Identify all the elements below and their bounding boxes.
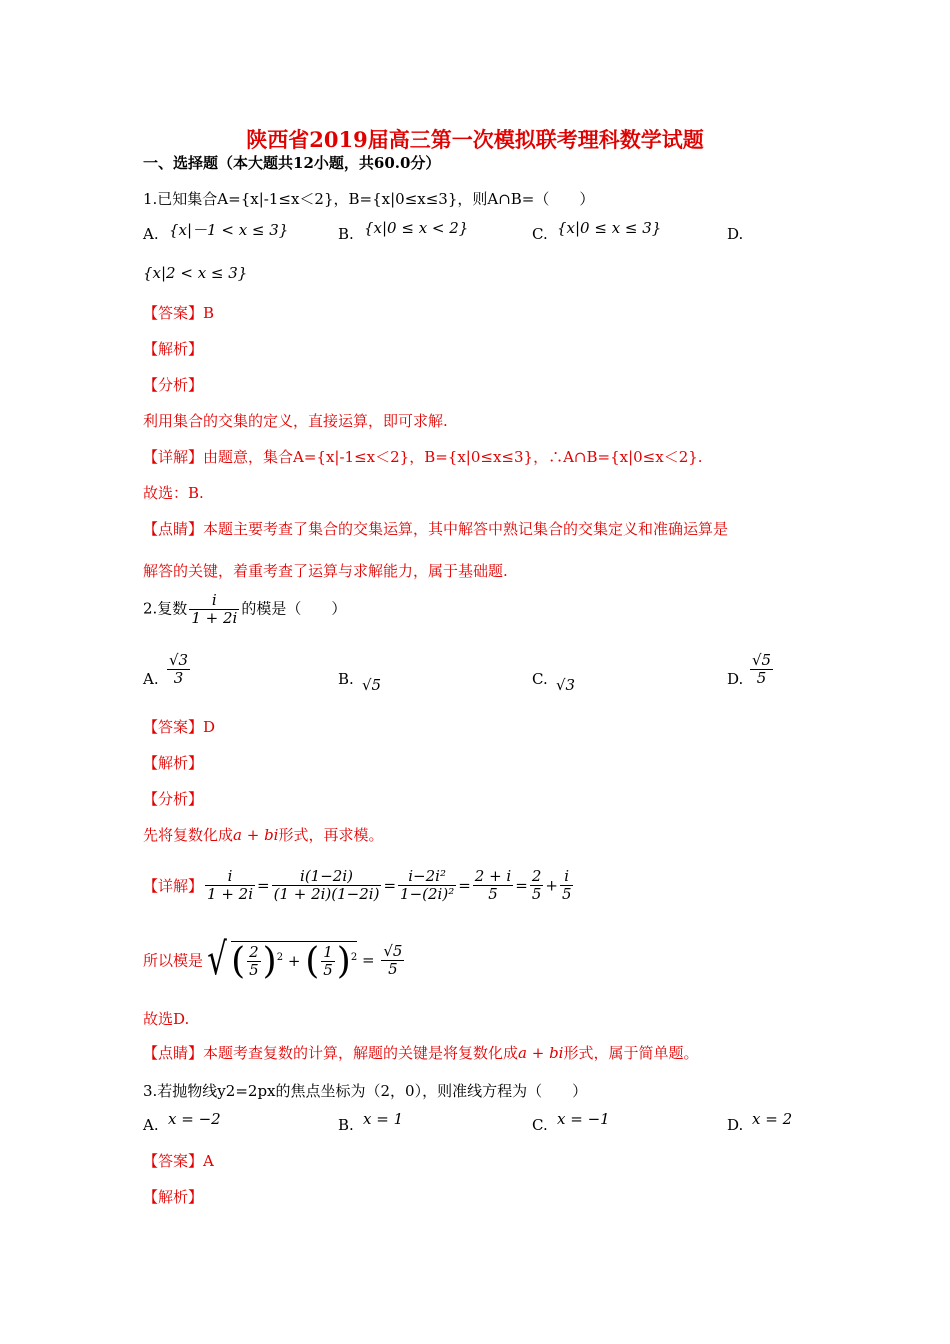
- q1-analysis-tag: 【解析】: [143, 340, 204, 358]
- q2-fenxi-math: a + bi: [233, 826, 279, 844]
- q2-detail: 【详解】 $\frac{i}{1 + 2i}$ = $\frac{i(1-2i)}{(1 + 2i)(1-2i)}$ = $\frac{\text{i−2i²}}{\text{1−(2i)²}}$ = $\frac{2 + i}{5}$ = $\frac{2}{5}$ + $\frac{i}{5}$: [143, 867, 572, 903]
- q2-option-a-den: 3: [173, 669, 184, 687]
- q1-option-d: {x|2 < x ≤ 3}: [143, 264, 248, 282]
- page-title: 陕西省2019届高三第一次模拟联考理科数学试题: [246, 127, 704, 152]
- q2-modulus-frac-b-den: 5: [323, 961, 333, 979]
- q2-option-d: [748, 652, 775, 687]
- q2-comment-post: 形式，属于简单题。: [563, 1044, 699, 1062]
- q1-option-b-label: B.: [338, 225, 354, 243]
- q2-modulus-frac-a-num: 2: [249, 943, 259, 961]
- q2-option-a-fraction: [167, 652, 190, 687]
- q2-modulus-frac-b: [321, 944, 335, 979]
- q1-option-b: {x|0 ≤ x < 2}: [364, 219, 469, 237]
- q2-detail-frac-6-den: 5: [561, 885, 572, 903]
- q2-modulus-result-num: √5: [383, 941, 403, 960]
- sqrt-icon: √: [207, 934, 227, 985]
- q1-option-a-label: A.: [143, 225, 159, 243]
- q2-modulus-pre: 所以模是: [143, 951, 204, 970]
- q1-stem: 1.已知集合A={x|-1≤x＜2}，B={x|0≤x≤3}，则A∩B=（ ）: [143, 190, 595, 208]
- q2-detail-frac-2-den: (1 + 2i)(1−2i): [273, 885, 380, 903]
- q2-detail-frac-5: [530, 868, 544, 903]
- q2-choice: 故选D.: [143, 1010, 190, 1028]
- q2-option-a: [165, 652, 192, 687]
- q2-stem-num: i: [189, 592, 239, 610]
- q1-comment-line1: 【点睛】本题主要考查了集合的交集运算，其中解答中熟记集合的交集定义和准确运算是: [143, 520, 729, 538]
- q2-modulus-frac-a: [247, 944, 261, 979]
- q2-fenxi-tag: 【分析】: [143, 790, 204, 808]
- q2-stem-post: 的模是（ ）: [241, 599, 347, 618]
- q3-option-a: x = −2: [168, 1110, 221, 1128]
- q2-detail-frac-3-num: i−2i²: [398, 868, 456, 886]
- q3-stem: 3.若抛物线y2=2px的焦点坐标为（2，0），则准线方程为（ ）: [143, 1082, 588, 1100]
- q1-choice: 故选：B.: [143, 484, 204, 502]
- q3-option-d-label: D.: [727, 1116, 744, 1134]
- q3-option-b: x = 1: [363, 1110, 404, 1128]
- q3-analysis-tag: 【解析】: [143, 1188, 204, 1206]
- q1-option-a: {x|－1 < x ≤ 3}: [169, 221, 289, 239]
- q2-detail-frac-1-den: 1 + 2i: [207, 885, 254, 903]
- q2-stem: [143, 592, 346, 627]
- q2-detail-tag: 【详解】: [143, 877, 204, 895]
- q2-stem-den: 1 + 2i: [191, 609, 238, 627]
- q2-detail-frac-4: [473, 868, 513, 903]
- q3-option-d: x = 2: [752, 1110, 793, 1128]
- q2-modulus: 所以模是√ ( $\frac{2}{5}$ )$^2$ + ( $\frac{1}{5}$ )$^2$ = $\frac{√5}{5}$: [143, 934, 403, 985]
- q2-fenxi-pre: 先将复数化成: [143, 826, 234, 844]
- q2-comment: [143, 1042, 698, 1063]
- q2-modulus-frac-b-num: 1: [323, 943, 333, 961]
- q2-fenxi-post: 形式，再求模。: [278, 826, 384, 844]
- q2-option-c-label: C.: [532, 670, 548, 688]
- q2-detail-frac-6-num: i: [560, 868, 574, 886]
- q2-stem-fraction: [189, 592, 239, 627]
- q3-option-a-label: A.: [143, 1116, 159, 1134]
- q1-option-c: {x|0 ≤ x ≤ 3}: [557, 219, 662, 237]
- q2-comment-math: a + bi: [518, 1044, 564, 1062]
- q2-detail-frac-4-den: 5: [488, 885, 498, 903]
- q2-detail-frac-4-num: 2 + i: [474, 867, 512, 885]
- section-heading: 一、选择题（本大题共12小题，共60.0分）: [143, 154, 441, 172]
- q2-option-a-label: A.: [143, 670, 159, 688]
- q1-comment-line2: 解答的关键，着重考查了运算与求解能力，属于基础题.: [143, 562, 508, 580]
- q2-detail-frac-2-num: i(1−2i): [272, 868, 382, 886]
- q2-modulus-result-den: 5: [388, 959, 398, 978]
- q2-detail-frac-5-num: 2: [531, 867, 542, 885]
- q2-modulus-result: [381, 943, 404, 978]
- q2-detail-frac-6: [560, 868, 574, 903]
- q2-modulus-frac-a-den: 5: [249, 961, 259, 979]
- q2-option-d-num: √5: [752, 651, 772, 669]
- q2-fenxi: [143, 824, 383, 845]
- q2-modulus-radicand: ( $\frac{2}{5}$ )$^2$ + ( $\frac{1}{5}$ )$^2$: [231, 940, 358, 982]
- q1-detail: [143, 446, 703, 467]
- q1-option-d-label: D.: [727, 225, 744, 243]
- q2-stem-pre: 2.复数: [143, 599, 188, 618]
- q2-detail-frac-3-den: 1−(2i)²: [400, 885, 455, 903]
- q3-option-c: x = −1: [557, 1110, 610, 1128]
- q1-detail-tag: 【详解】: [143, 448, 204, 466]
- q3-option-b-label: B.: [338, 1116, 354, 1134]
- q2-option-d-label: D.: [727, 670, 744, 688]
- q2-option-a-num: √3: [169, 651, 189, 669]
- q1-option-c-label: C.: [532, 225, 548, 243]
- q2-option-b: √5: [362, 676, 382, 694]
- q2-option-d-fraction: [750, 652, 773, 687]
- q2-analysis-tag: 【解析】: [143, 754, 204, 772]
- q2-detail-frac-1-num: i: [205, 868, 255, 886]
- q2-detail-frac-3: [398, 868, 456, 903]
- q2-comment-pre: 【点睛】本题考查复数的计算，解题的关键是将复数化成: [143, 1044, 519, 1062]
- q3-answer: 【答案】A: [143, 1152, 214, 1170]
- q1-fenxi-tag: 【分析】: [143, 376, 204, 394]
- q1-fenxi-text: 利用集合的交集的定义，直接运算，即可求解.: [143, 412, 448, 430]
- q1-detail-text: 由题意，集合A={x|-1≤x＜2}，B={x|0≤x≤3}，∴A∩B={x|0≤x＜2}.: [203, 448, 703, 466]
- q2-detail-frac-5-den: 5: [531, 885, 542, 903]
- q2-option-d-den: 5: [756, 669, 767, 687]
- q2-option-b-label: B.: [338, 670, 354, 688]
- q1-answer: 【答案】B: [143, 304, 215, 322]
- q2-option-c: √3: [556, 676, 576, 694]
- q2-answer: 【答案】D: [143, 718, 216, 736]
- q3-option-c-label: C.: [532, 1116, 548, 1134]
- q2-detail-frac-2: [272, 868, 382, 903]
- q2-detail-frac-1: [205, 868, 255, 903]
